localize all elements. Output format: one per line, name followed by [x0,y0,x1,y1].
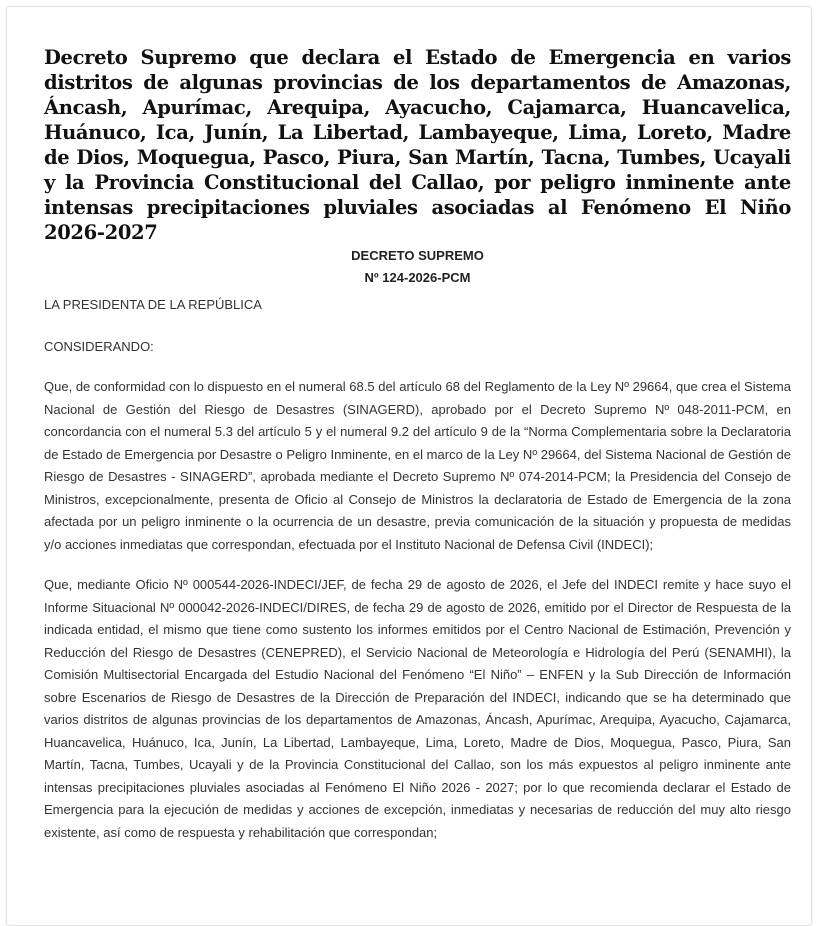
decree-number: Nº 124-2026-PCM [364,270,471,285]
decree-type: DECRETO SUPREMO [351,248,484,263]
issuer-line: LA PRESIDENTA DE LA REPÚBLICA [44,297,262,312]
considerando-heading: CONSIDERANDO: [44,338,154,354]
decree-title: Decreto Supremo que declara el Estado de Emergencia en varios distritos de algunas provincias de los departamentos de Amazonas, Áncash, Apurímac, Arequipa, Ayacucho, Cajamarca, Huancavelica, Huánuco, Ica, Junín, La Libertad, Lambayeque, Lima, Loreto, Madre de Dios, Moquegua, Pasco, Piura, San Martín, Tacna, Tumbes, Ucayali y la Provincia Constitucional del Callao, por peligro inminente ante intensas precipitaciones pluviales asociadas al Fenómeno El Niño 2026-2027 [44,46,791,244]
document-content [44,45,791,844]
document-card [6,6,812,926]
considerando-paragraph: Que, mediante Oficio Nº 000544-2026-INDECI/JEF, de fecha 29 de agosto de 2026, el Jefe del INDECI remite y hace suyo el Informe Situacional Nº 000042-2026-INDECI/DIRES, de fecha 29 de agosto de 2026, emitido por el Director de Respuesta de la indicada entidad, el mismo que tiene como sustento los informes emitidos por el Centro Nacional de Estimación, Prevención y Reducción del Riesgo de Desastres (CENEPRED), el Servicio Nacional de Meteorología e Hidrología del Perú (SENAMHI), la Comisión Multisectorial Encargada del Estudio Nacional del Fenómeno “El Niño” – ENFEN y la Sub Dirección de Información sobre Escenarios de Riesgo de Desastres de la Dirección de Preparación del INDECI, indicando que se ha determinado que varios distritos de algunas provincias de los departamentos de Amazonas, Áncash, Apurímac, Arequipa, Ayacucho, Cajamarca, Huancavelica, Huánuco, Ica, Junín, La Libertad, Lambayeque, Lima, Loreto, Madre de Dios, Moquegua, Pasco, Piura, San Martín, Tacna, Tumbes, Ucayali y de la Provincia Constitucional del Callao, son los más expuestos al peligro inminente ante intensas precipitaciones pluviales asociadas al Fenómeno El Niño 2026 - 2027; por lo que recomienda declarar el Estado de Emergencia para la ejecución de medidas y acciones de excepción, inmediatas y necesarias de reducción del muy alto riesgo existente, así como de respuesta y rehabilitación que correspondan; [44,577,791,840]
considerando-paragraph: Que, de conformidad con lo dispuesto en el numeral 68.5 del artículo 68 del Reglamento de la Ley Nº 29664, que crea el Sistema Nacional de Gestión del Riesgo de Desastres (SINAGERD), aprobado por el Decreto Supremo Nº 048-2011-PCM, en concordancia con el numeral 5.3 del artículo 5 y el numeral 9.2 del artículo 9 de la “Norma Complementaria sobre la Declaratoria de Estado de Emergencia por Desastre o Peligro Inminente, en el marco de la Ley Nº 29664, del Sistema Nacional de Gestión de Riesgo de Desastres - SINAGERD”, aprobada mediante el Decreto Supremo Nº 074-2014-PCM; la Presidencia del Consejo de Ministros, excepcionalmente, presenta de Oficio al Consejo de Ministros la declaratoria de Estado de Emergencia de la zona afectada por un peligro inminente o la ocurrencia de un desastre, previa comunicación de la situación y propuesta de medidas y/o acciones inmediatas que correspondan, efectuada por el Instituto Nacional de Defensa Civil (INDECI); [44,379,791,552]
